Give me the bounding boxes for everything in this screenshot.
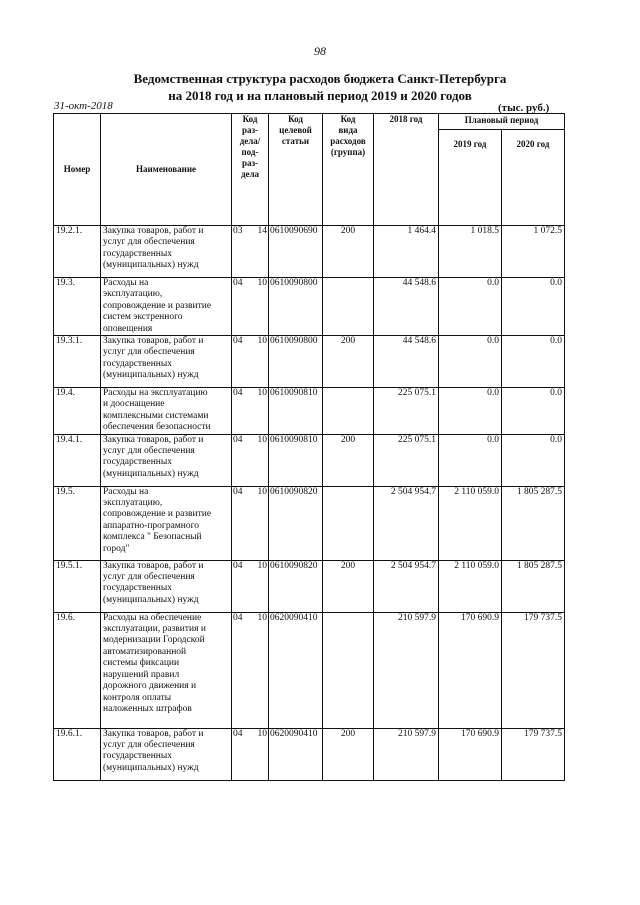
header-razdel-line: дела/ <box>239 136 261 146</box>
row-name-line: эксплуатации, развития и <box>103 624 206 635</box>
row-name-line: Закупка товаров, работ и <box>103 226 204 236</box>
table-row <box>54 560 565 612</box>
row-name-line: комплекса " Безопасный <box>103 532 202 543</box>
podrazdel-code: 10 <box>257 728 267 739</box>
table-row <box>54 434 565 486</box>
row-name-line: контроля оплаты <box>103 692 172 703</box>
row-name-line: сопровождение и развитие <box>103 509 212 520</box>
row-razdel <box>232 560 269 612</box>
header-article-line: Код <box>288 114 303 124</box>
header-razdel-line: под- <box>241 147 259 157</box>
row-amount-2018: 210 597.9 <box>374 612 439 728</box>
row-name-line: государственных <box>103 583 173 594</box>
row-name <box>101 434 232 486</box>
row-razdel <box>232 434 269 486</box>
row-number: 19.2.1. <box>54 226 101 278</box>
row-article-code: 0610090800 <box>269 278 323 336</box>
row-vid-code: 200 <box>323 434 374 486</box>
row-name-line: систем экстренного <box>103 312 183 323</box>
row-name-line: государственных <box>103 751 173 762</box>
row-name-line: Закупка товаров, работ и <box>103 434 204 445</box>
row-razdel <box>232 486 269 560</box>
row-vid-code <box>323 612 374 728</box>
table-row <box>54 278 565 336</box>
row-name-line: услуг для обеспечения <box>103 237 195 248</box>
table-row <box>54 336 565 388</box>
header-2019: 2019 год <box>439 130 502 226</box>
podrazdel-code: 10 <box>257 434 267 445</box>
row-amount-2019: 170 690.9 <box>439 612 502 728</box>
row-name-line: оповещения <box>103 323 153 334</box>
row-name-line: Расходы на <box>103 278 149 288</box>
row-amount-2019: 0.0 <box>439 336 502 388</box>
row-name-line: модернизации Городской <box>103 635 205 646</box>
row-razdel <box>232 278 269 336</box>
row-name-line: дорожного движения и <box>103 681 197 692</box>
row-name <box>101 612 232 728</box>
row-vid-code: 200 <box>323 226 374 278</box>
row-razdel <box>232 226 269 278</box>
row-name <box>101 336 232 388</box>
header-article <box>269 114 323 226</box>
header-razdel <box>232 114 269 226</box>
row-name-line: и дооснащение <box>103 399 165 410</box>
row-amount-2018: 210 597.9 <box>374 728 439 780</box>
row-article-code: 0610090810 <box>269 388 323 435</box>
header-planned-period: Плановый период <box>439 114 565 130</box>
header-article-line: статьи <box>281 136 310 146</box>
table-row <box>54 728 565 780</box>
header-name: Наименование <box>101 114 232 226</box>
row-amount-2019: 0.0 <box>439 278 502 336</box>
row-amount-2018: 44 548.6 <box>374 278 439 336</box>
header-vid-line: Код <box>340 114 356 124</box>
row-amount-2020: 0.0 <box>502 278 565 336</box>
row-name-line: услуг для обеспечения <box>103 740 195 751</box>
podrazdel-code: 14 <box>257 226 267 236</box>
podrazdel-code: 10 <box>257 336 267 347</box>
header-razdel-line: дела <box>240 169 260 179</box>
row-number: 19.5.1. <box>54 560 101 612</box>
row-article-code: 0610090800 <box>269 336 323 388</box>
row-number: 19.5. <box>54 486 101 560</box>
row-number: 19.3. <box>54 278 101 336</box>
row-name-line: (муниципальных) нужд <box>103 762 199 773</box>
row-article-code: 0620090410 <box>269 728 323 780</box>
razdel-code: 04 <box>233 336 243 347</box>
row-amount-2020: 0.0 <box>502 434 565 486</box>
row-name-line: Закупка товаров, работ и <box>103 336 204 347</box>
row-name-line: аппаратно-програмного <box>103 520 200 531</box>
row-razdel <box>232 388 269 435</box>
row-name <box>101 486 232 560</box>
row-name <box>101 278 232 336</box>
row-amount-2020: 179 737.5 <box>502 728 565 780</box>
row-amount-2018: 2 504 954.7 <box>374 560 439 612</box>
table-row <box>54 388 565 435</box>
row-vid-code: 200 <box>323 728 374 780</box>
row-amount-2018: 44 548.6 <box>374 336 439 388</box>
row-name-line: комплексными системами <box>103 410 209 421</box>
row-number: 19.6.1. <box>54 728 101 780</box>
row-name-line: Расходы на обеспечение <box>103 612 202 623</box>
row-name <box>101 388 232 435</box>
row-amount-2019: 2 110 059.0 <box>439 560 502 612</box>
row-amount-2019: 1 018.5 <box>439 226 502 278</box>
row-name-line: услуг для обеспечения <box>103 446 195 457</box>
row-razdel <box>232 612 269 728</box>
row-name-line: (муниципальных) нужд <box>103 260 199 271</box>
table-body <box>54 226 565 781</box>
row-amount-2018: 2 504 954.7 <box>374 486 439 560</box>
row-vid-code <box>323 388 374 435</box>
row-name-line: Расходы на <box>103 486 149 497</box>
row-name-line: эксплуатацию, <box>103 289 163 300</box>
title-line-1: Ведомственная структура расходов бюджета Санкт-Петербурга <box>133 71 507 86</box>
header-razdel-line: раз- <box>241 125 259 135</box>
table-row <box>54 226 565 278</box>
row-number: 19.6. <box>54 612 101 728</box>
row-name-line: автоматизированной <box>103 646 187 657</box>
row-amount-2018: 225 075.1 <box>374 388 439 435</box>
row-name-line: обеспечения безопасности <box>103 422 211 433</box>
row-name-line: наложенных штрафов <box>103 703 192 714</box>
row-amount-2020: 1 072.5 <box>502 226 565 278</box>
row-name-line: государственных <box>103 358 173 369</box>
header-vid-line: вида <box>338 125 358 135</box>
row-name-line: сопровождение и развитие <box>103 300 212 311</box>
header-2018: 2018 год <box>374 114 439 226</box>
podrazdel-code: 10 <box>257 486 267 497</box>
row-name-line: эксплуатацию, <box>103 498 163 509</box>
row-amount-2020: 1 805 287.5 <box>502 486 565 560</box>
row-amount-2020: 0.0 <box>502 388 565 435</box>
row-amount-2019: 0.0 <box>439 388 502 435</box>
row-vid-code <box>323 486 374 560</box>
header-vid-line: (группа) <box>330 147 366 157</box>
header-vid-line: расходов <box>330 136 366 146</box>
row-name-line: государственных <box>103 457 173 468</box>
page-number: 98 <box>314 44 326 58</box>
razdel-code: 04 <box>233 388 243 399</box>
row-name-line: (муниципальных) нужд <box>103 468 199 479</box>
razdel-code: 04 <box>233 278 243 288</box>
row-vid-code: 200 <box>323 560 374 612</box>
razdel-code: 04 <box>233 612 243 623</box>
razdel-code: 04 <box>233 560 243 571</box>
header-razdel-line: Код <box>242 114 258 124</box>
row-name-line: город" <box>103 543 130 554</box>
table-row <box>54 612 565 728</box>
row-razdel <box>232 336 269 388</box>
row-article-code: 0610090690 <box>269 226 323 278</box>
row-vid-code: 200 <box>323 336 374 388</box>
row-vid-code <box>323 278 374 336</box>
row-name-line: (муниципальных) нужд <box>103 370 199 381</box>
row-number: 19.4.1. <box>54 434 101 486</box>
row-name-line: услуг для обеспечения <box>103 572 195 583</box>
row-article-code: 0620090410 <box>269 612 323 728</box>
podrazdel-code: 10 <box>257 278 267 288</box>
row-article-code: 0610090810 <box>269 434 323 486</box>
razdel-code: 03 <box>233 226 243 236</box>
row-name-line: Расходы на эксплуатацию <box>103 388 208 399</box>
row-amount-2020: 0.0 <box>502 336 565 388</box>
row-article-code: 0610090820 <box>269 560 323 612</box>
header-razdel-line: раз- <box>241 158 259 168</box>
podrazdel-code: 10 <box>257 560 267 571</box>
row-number: 19.4. <box>54 388 101 435</box>
razdel-code: 04 <box>233 486 243 497</box>
header-2020: 2020 год <box>502 130 565 226</box>
row-amount-2020: 1 805 287.5 <box>502 560 565 612</box>
row-amount-2019: 170 690.9 <box>439 728 502 780</box>
row-razdel <box>232 728 269 780</box>
title-line-2: на 2018 год и на плановый период 2019 и 2020 годов <box>168 88 472 103</box>
header-number: Номер <box>54 114 101 226</box>
row-name <box>101 728 232 780</box>
row-name <box>101 226 232 278</box>
row-name-line: (муниципальных) нужд <box>103 594 199 605</box>
units-label: (тыс. руб.) <box>498 102 550 114</box>
row-name-line: системы фиксации <box>103 658 180 669</box>
row-amount-2018: 1 464.4 <box>374 226 439 278</box>
row-amount-2019: 2 110 059.0 <box>439 486 502 560</box>
document-date: 31-окт-2018 <box>54 100 113 112</box>
row-amount-2019: 0.0 <box>439 434 502 486</box>
row-name-line: нарушений правил <box>103 669 180 680</box>
budget-table <box>53 113 565 781</box>
row-name <box>101 560 232 612</box>
row-number: 19.3.1. <box>54 336 101 388</box>
podrazdel-code: 10 <box>257 612 267 623</box>
header-vid <box>323 114 374 226</box>
razdel-code: 04 <box>233 728 243 739</box>
table-row <box>54 486 565 560</box>
row-name-line: услуг для обеспечения <box>103 347 195 358</box>
podrazdel-code: 10 <box>257 388 267 399</box>
row-article-code: 0610090820 <box>269 486 323 560</box>
row-amount-2020: 179 737.5 <box>502 612 565 728</box>
row-name-line: Закупка товаров, работ и <box>103 728 204 739</box>
header-article-line: целевой <box>279 125 312 135</box>
row-name-line: государственных <box>103 248 173 259</box>
row-amount-2018: 225 075.1 <box>374 434 439 486</box>
razdel-code: 04 <box>233 434 243 445</box>
row-name-line: Закупка товаров, работ и <box>103 560 204 571</box>
document-title <box>0 70 640 104</box>
